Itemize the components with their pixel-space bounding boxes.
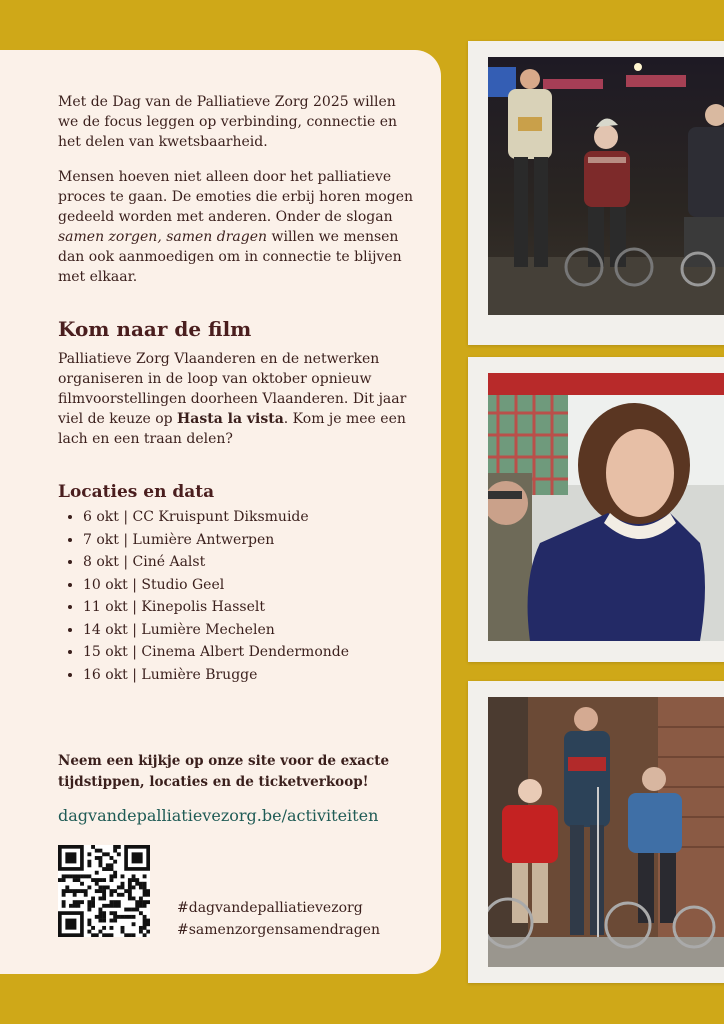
film-heading: Kom naar de film bbox=[58, 317, 252, 341]
list-item: • 6 okt | CC Kruispunt Diksmuide bbox=[83, 506, 443, 529]
film-still-woman-photo bbox=[488, 373, 724, 641]
film-title: Hasta la vista bbox=[177, 411, 284, 427]
qr-code-icon[interactable] bbox=[58, 845, 150, 937]
film-still-group-photo bbox=[488, 697, 724, 967]
intro-paragraph-2 bbox=[58, 167, 418, 287]
cta-text: Neem een kijkje op onze site voor de exacte tijdstippen, locaties en de ticketverkoop! bbox=[58, 753, 390, 790]
locations-heading: Locaties en data bbox=[58, 482, 215, 502]
photo-frame-1 bbox=[468, 41, 724, 345]
slogan: samen zorgen, samen dragen bbox=[58, 229, 268, 245]
intro-paragraph-1: Met de Dag van de Palliatieve Zorg 2025 willen we de focus leggen op verbinding, connectie en het delen van kwetsbaarheid. bbox=[58, 94, 398, 150]
list-item: • 8 okt | Ciné Aalst bbox=[83, 551, 443, 574]
intro-text: Mensen hoeven niet alleen door het palliatieve proces te gaan. De emoties die erbij horen mogen gedeeld worden met anderen. Onder de slogan bbox=[58, 169, 413, 225]
list-item: • 7 okt | Lumière Antwerpen bbox=[83, 529, 443, 552]
hashtag: #dagvandepalliatievezorg bbox=[177, 900, 363, 916]
website-link[interactable]: dagvandepalliatievezorg.be/activiteiten bbox=[58, 806, 379, 825]
list-item: • 11 okt | Kinepolis Hasselt bbox=[83, 596, 443, 619]
film-text-end: . Kom je mee een lach en een traan delen? bbox=[58, 411, 406, 447]
hashtags bbox=[177, 897, 380, 941]
photo-frame-2 bbox=[468, 357, 724, 662]
film-still-street-photo bbox=[488, 57, 724, 315]
list-item: • 16 okt | Lumière Brugge bbox=[83, 664, 443, 687]
film-text: Palliatieve Zorg Vlaanderen en de netwerken organiseren in de loop van oktober opnieuw filmvoorstellingen doorheen Vlaanderen. Dit jaar viel de keuze op bbox=[58, 351, 407, 427]
locations-list bbox=[58, 506, 443, 686]
hashtag: #samenzorgensamendragen bbox=[177, 922, 380, 938]
list-item: • 15 okt | Cinema Albert Dendermonde bbox=[83, 641, 443, 664]
film-paragraph bbox=[58, 349, 418, 449]
intro-text-end: willen we mensen dan ook aanmoedigen om in connectie te blijven met elkaar. bbox=[58, 229, 402, 285]
photo-frame-3 bbox=[468, 681, 724, 983]
list-item: • 14 okt | Lumière Mechelen bbox=[83, 619, 443, 642]
list-item: • 10 okt | Studio Geel bbox=[83, 574, 443, 597]
